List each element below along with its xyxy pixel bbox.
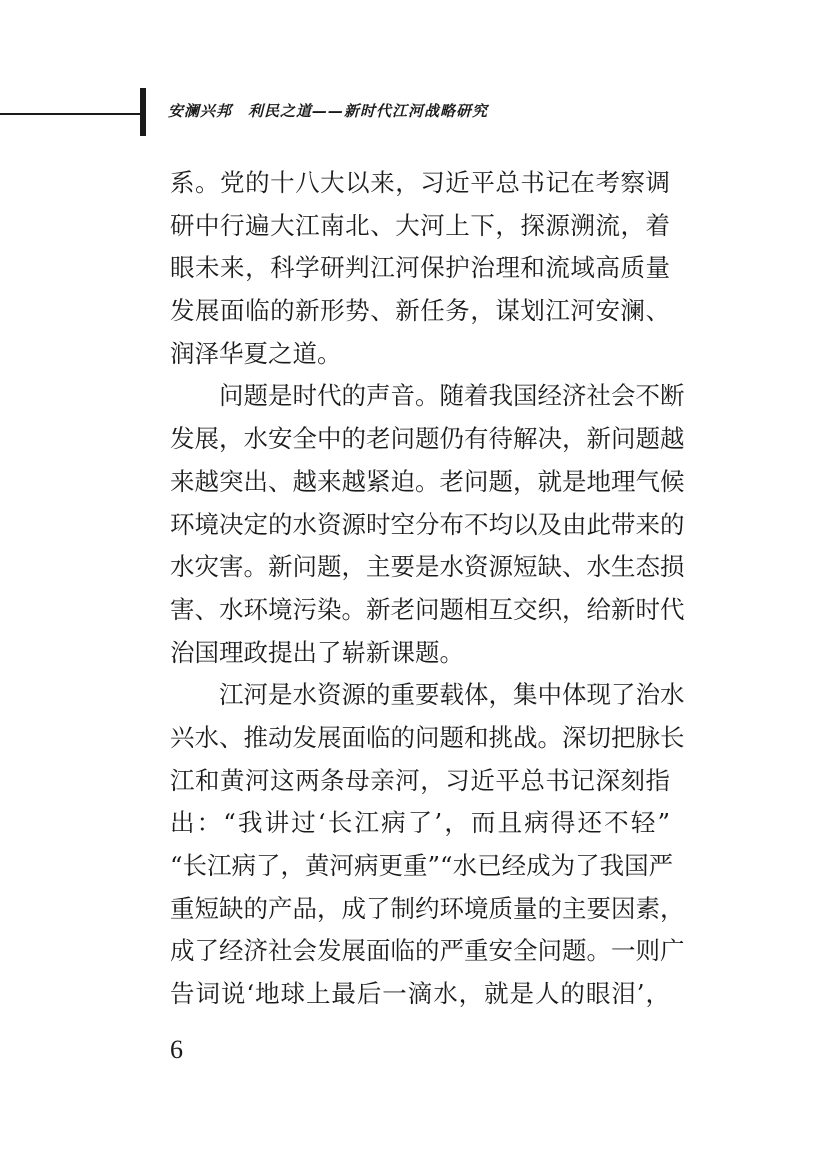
- text-line: 水灾害。新问题，主要是水资源短缺、水生态损: [170, 552, 685, 582]
- text-line: 重短缺的产品，成了制约环境质量的主要因素，: [170, 893, 685, 923]
- page-number: 6: [170, 1035, 183, 1064]
- text-line: 出：“我讲过‘长江病了’，而且病得还不轻”: [170, 808, 670, 838]
- text-line: 兴水、推动发展面临的问题和挑战。深切把脉长: [170, 722, 685, 752]
- text-line: 发展，水安全中的老问题仍有待解决，新问题越: [170, 424, 685, 454]
- text-line: 环境决定的水资源时空分布不均以及由此带来的: [170, 509, 685, 539]
- header-bar: [140, 88, 146, 136]
- text-line: 成了经济社会发展面临的严重安全问题。一则广: [170, 936, 685, 966]
- text-line: 江河是水资源的重要载体，集中体现了治水: [219, 680, 685, 710]
- text-line: 研中行遍大江南北、大河上下，探源溯流，着: [170, 210, 670, 240]
- text-line: 告词说‘地球上最后一滴水，就是人的眼泪’，: [170, 979, 670, 1009]
- text-line: 江和黄河这两条母亲河，习近平总书记深刻指: [170, 765, 670, 795]
- running-head-title: 安澜兴邦: [168, 102, 233, 120]
- running-head: [168, 100, 488, 121]
- text-line: “长江病了，黄河病更重”“水已经成为了我国严: [170, 851, 674, 880]
- body-text: [170, 162, 685, 1016]
- text-line: 来越突出、越来越紧迫。老问题，就是地理气候: [170, 466, 685, 496]
- text-line: 系。党的十八大以来，习近平总书记在考察调: [170, 168, 670, 197]
- header-rule: [0, 113, 140, 115]
- text-line: 问题是时代的声音。随着我国经济社会不断: [219, 381, 685, 411]
- text-line: 眼未来，科学研判江河保护治理和流域高质量: [170, 253, 670, 283]
- text-line: 害、水环境污染。新老问题相互交织，给新时代: [170, 594, 685, 624]
- text-line: 治国理政提出了崭新课题。: [170, 637, 464, 667]
- text-line: 润泽华夏之道。: [170, 338, 342, 368]
- running-head-subtitle: 利民之道——新时代江河战略研究: [248, 102, 489, 120]
- text-line: 发展面临的新形势、新任务，谋划江河安澜、: [170, 296, 670, 326]
